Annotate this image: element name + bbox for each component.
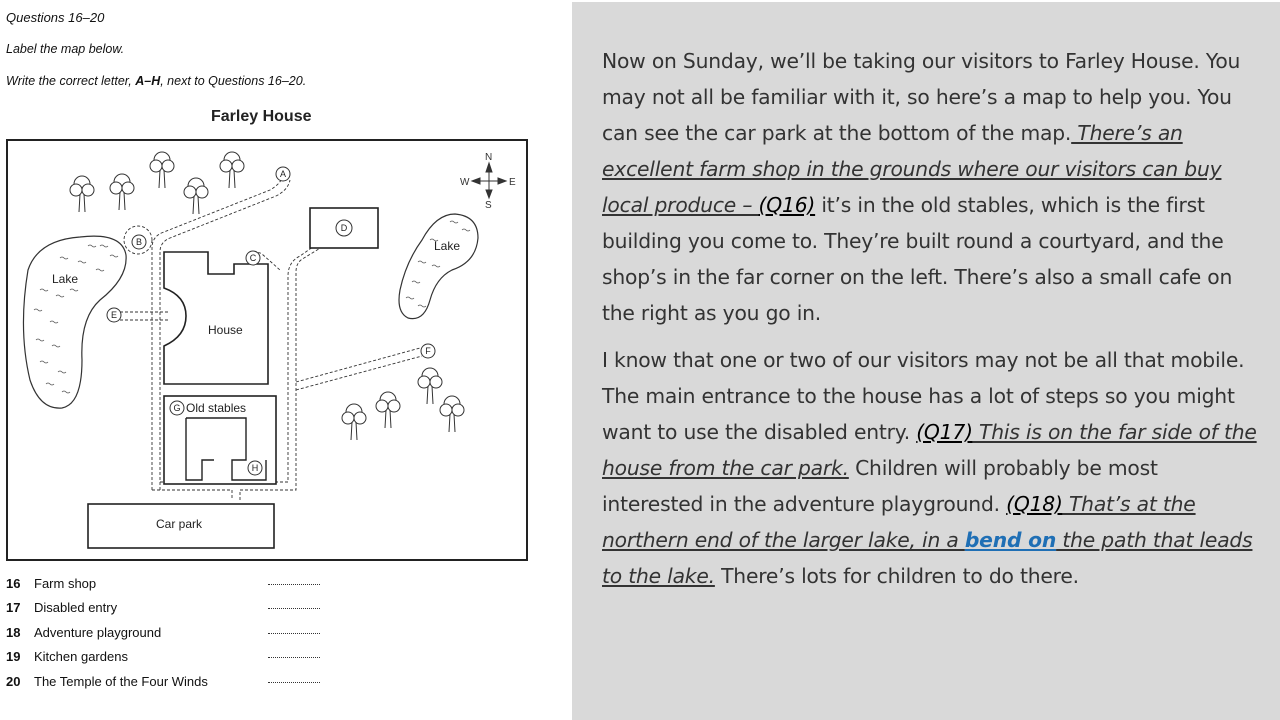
- transcript-paragraph-1: Now on Sunday, we’ll be taking our visitors to Farley House. You may not all be familiar with it, so here’s a map to help you. You can see the car park at the bottom of the map. There’s an excellent farm shop in the grounds where our visitors can buy local produce – (Q16) it’s in the old stables, which is the first building you come to. They’re built round a courtyard, and the shop’s in the far corner on the left. There’s also a small cafe on the right as you go in.: [602, 49, 1241, 325]
- farley-house-map: [0, 130, 572, 570]
- q17-tag: (Q17): [916, 420, 973, 444]
- svg-text:F: F: [425, 346, 431, 356]
- instruction-letters: Write the correct letter, A–H, next to Questions 16–20.: [6, 74, 307, 88]
- svg-text:D: D: [340, 223, 348, 233]
- svg-text:W: W: [460, 177, 470, 188]
- lake-left-label: Lake: [52, 272, 79, 286]
- marker-d: [336, 220, 352, 236]
- old-stables-label: Old stables: [186, 401, 247, 415]
- marker-b: [132, 235, 146, 249]
- svg-text:E: E: [110, 310, 118, 320]
- house-label: House: [208, 323, 243, 337]
- marker-a: [276, 167, 290, 181]
- question-18: 18 Adventure playground: [6, 625, 161, 640]
- q18-tag: (Q18): [1006, 492, 1063, 516]
- answer-blank[interactable]: [268, 657, 320, 658]
- marker-f: [421, 344, 435, 358]
- answer-blank[interactable]: [268, 682, 320, 683]
- svg-text:B: B: [135, 237, 143, 247]
- question-16: 16 Farm shop: [6, 576, 96, 591]
- lake-right-label: Lake: [434, 239, 461, 253]
- question-panel: [0, 0, 572, 720]
- bend-on-link[interactable]: bend on: [964, 528, 1057, 552]
- svg-text:C: C: [249, 253, 257, 263]
- marker-e: [107, 308, 121, 322]
- svg-text:A: A: [279, 169, 287, 179]
- question-20: 20 The Temple of the Four Winds: [6, 674, 208, 689]
- svg-text:S: S: [485, 200, 492, 211]
- svg-text:G: G: [173, 403, 181, 413]
- q16-tag: (Q16): [758, 193, 816, 217]
- svg-text:N: N: [485, 152, 493, 163]
- question-17: 17 Disabled entry: [6, 600, 117, 615]
- marker-h: [248, 461, 262, 475]
- svg-text:H: H: [251, 463, 259, 473]
- marker-g: [170, 401, 184, 415]
- marker-c: [246, 251, 260, 265]
- question-19: 19 Kitchen gardens: [6, 649, 128, 664]
- map-title: Farley House: [211, 108, 312, 125]
- answer-blank[interactable]: [268, 608, 320, 609]
- car-park-label: Car park: [156, 517, 203, 531]
- svg-text:E: E: [509, 177, 516, 188]
- answer-blank[interactable]: [268, 584, 320, 585]
- instruction-label: Label the map below.: [6, 42, 125, 56]
- answer-blank[interactable]: [268, 633, 320, 634]
- transcript-paragraph-2: I know that one or two of our visitors may not be all that mobile. The main entrance to the house has a lot of steps so you might want to use the disabled entry. (Q17) This is on the far side of the house from the car park. Children will probably be most interested in the adventure playground. (Q18) That’s at the northern end of the larger lake, in a bend on the path that leads to the lake. There’s lots for children to do there.: [602, 348, 1257, 588]
- questions-heading: Questions 16–20: [6, 10, 105, 25]
- transcript-panel: [572, 2, 1280, 720]
